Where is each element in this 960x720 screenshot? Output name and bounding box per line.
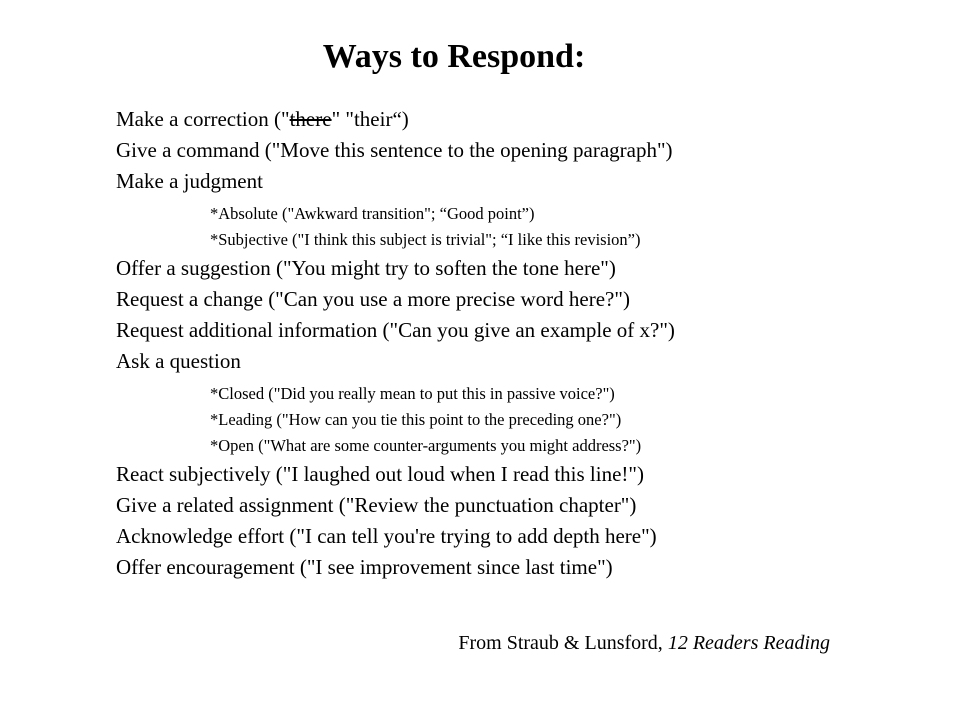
slide-title: Ways to Respond: [322,38,586,75]
sub-item-closed: *Closed ("Did you really mean to put this in passive voice?") [210,384,615,403]
list-item-effort: Acknowledge effort ("I can tell you're trying to add depth here") [116,524,657,548]
list-item-react: React subjectively ("I laughed out loud when I read this line!") [116,462,644,486]
list-item-correction [116,104,936,135]
sub-item-absolute: *Absolute ("Awkward transition"; “Good point”) [210,204,535,223]
list-item-change: Request a change ("Can you use a more precise word here?") [116,287,630,311]
list-item-assignment: Give a related assignment ("Review the punctuation chapter") [116,493,637,517]
sub-item-leading: *Leading ("How can you tie this point to the preceding one?") [210,410,622,429]
citation-book-title: 12 Readers Reading [667,632,830,654]
citation [458,632,830,655]
correction-text-after: " "their“) [331,107,409,131]
list-item-encouragement: Offer encouragement ("I see improvement since last time") [116,555,613,579]
sub-item-open: *Open ("What are some counter-arguments you might address?") [210,436,642,455]
citation-prefix: From Straub & Lunsford, [458,632,668,654]
struck-word: there [289,107,332,131]
list-item-suggestion: Offer a suggestion ("You might try to soften the tone here") [116,256,616,280]
sub-item-subjective: *Subjective ("I think this subject is trivial"; “I like this revision”) [210,230,641,249]
list-item-command: Give a command ("Move this sentence to the opening paragraph") [116,138,673,162]
list-item-info: Request additional information ("Can you give an example of x?") [116,318,675,342]
correction-text-before: Make a correction (" [116,107,290,131]
list-item-question: Ask a question [116,349,241,373]
response-list [116,104,936,583]
list-item-judgment: Make a judgment [116,169,263,193]
